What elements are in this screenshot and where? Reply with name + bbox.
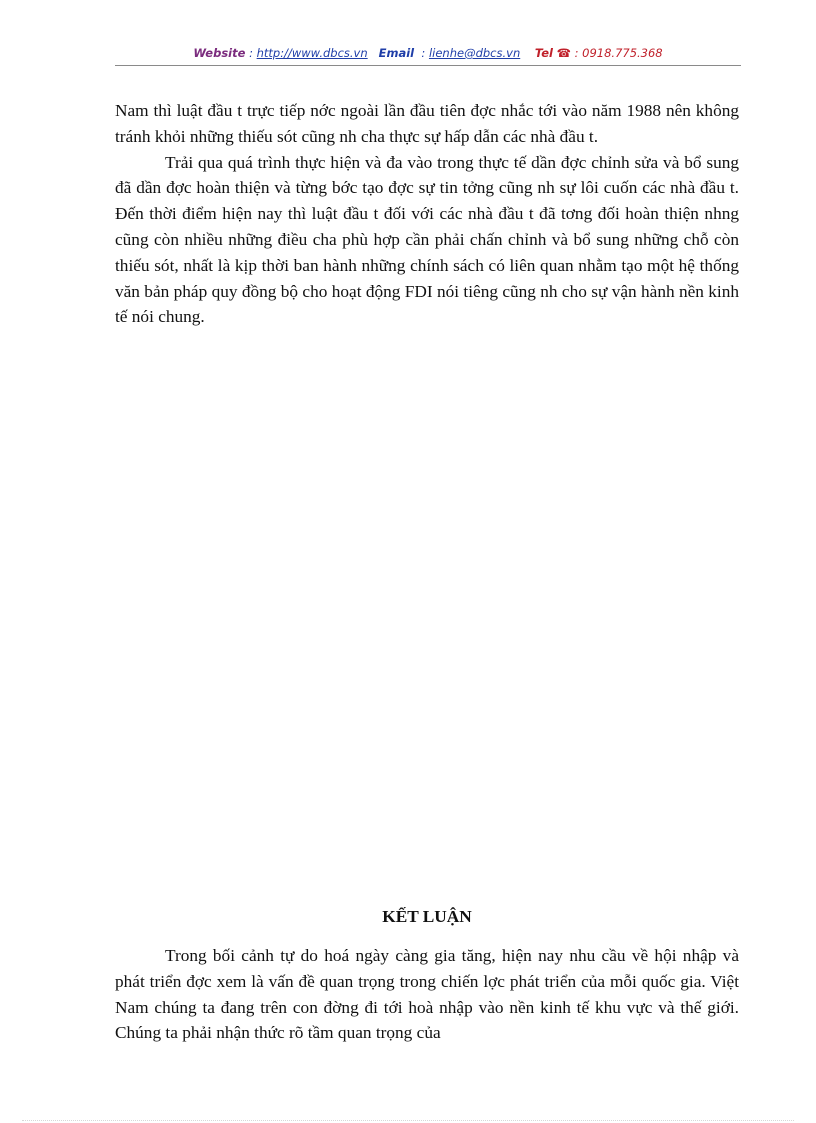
body-text-top	[115, 98, 739, 330]
paragraph: Trong bối cảnh tự do hoá ngày càng gia tăng, hiện nay nhu cầu về hội nhập và phát triển đợc xem là vấn đề quan trọng trong chiến lợc phát triển của mỗi quốc gia. Việt Nam chúng ta đang trên con đờng đi tới hoà nhập vào nền kinh tế khu vực và thế giới. Chúng ta phải nhận thức rõ tầm quan trọng của	[115, 946, 739, 1043]
paragraph: Trải qua quá trình thực hiện và đa vào trong thực tế dần đợc chỉnh sửa và bổ sung đã dần đợc hoàn thiện và từng bớc tạo đợc sự tin tởng cũng nh sự lôi cuốn các nhà đầu t. Đến thời điểm hiện nay thì luật đầu t đối với các nhà đầu t đã tơng đối hoàn thiện nhng cũng còn nhiều những điều cha phù hợp cần phải chấn chỉnh và bổ sung những chỗ còn thiếu sót, nhất là kịp thời ban hành những chính sách có liên quan nhằm tạo một hệ thống văn bản pháp quy đồng bộ cho hoạt động FDI nói tiêng cũng nh cho sự vận hành nền kinh tế nói chung.	[115, 152, 739, 327]
paragraph: Nam thì luật đầu t trực tiếp nớc ngoài lần đầu tiên đợc nhắc tới vào năm 1988 nên không tránh khỏi những thiếu sót cũng nh cha thực sự hấp dẫn các nhà đầu t.	[115, 101, 739, 146]
footer-divider	[22, 1120, 794, 1121]
website-link[interactable]: http://www.dbcs.vn	[256, 46, 368, 60]
page-header: Website : http://www.dbcs.vn Email : lienhe@dbcs.vn Tel ☎ : 0918.775.368	[193, 46, 663, 60]
tel-label: Tel	[534, 46, 553, 60]
phone-icon: ☎	[556, 46, 571, 60]
email-link[interactable]: lienhe@dbcs.vn	[428, 46, 521, 60]
body-text-bottom	[115, 943, 739, 1046]
section-title: KẾT LUẬN	[382, 907, 472, 926]
header-divider	[115, 65, 741, 66]
email-label: Email	[378, 46, 415, 60]
website-label: Website	[193, 46, 246, 60]
phone-number: 0918.775.368	[582, 46, 663, 60]
